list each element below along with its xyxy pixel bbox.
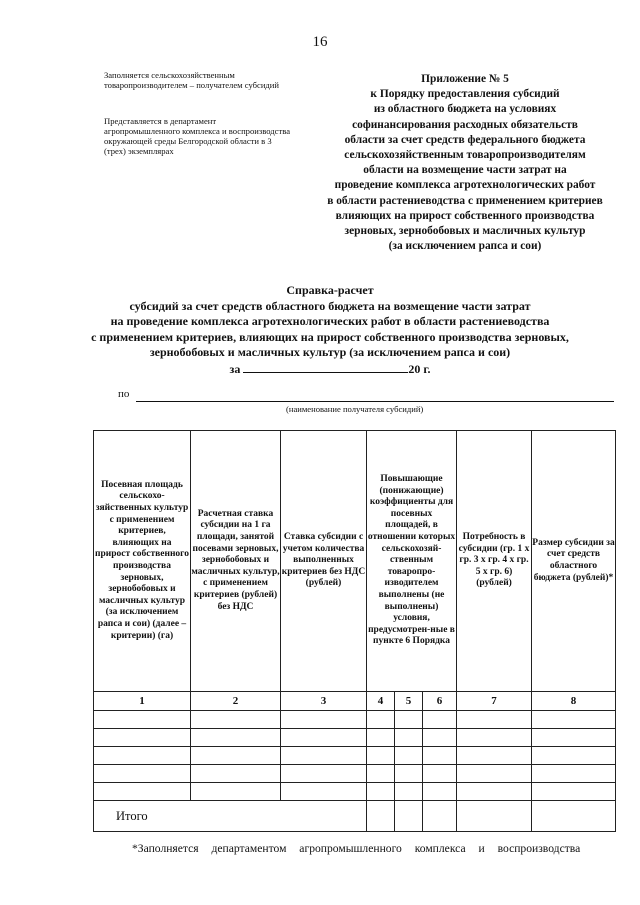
table-row bbox=[94, 711, 616, 729]
recipient-prefix: по bbox=[118, 388, 130, 400]
table-cell[interactable] bbox=[367, 783, 395, 801]
column-number: 2 bbox=[191, 692, 281, 711]
table-cell[interactable] bbox=[94, 765, 191, 783]
recipient-row bbox=[118, 388, 618, 400]
table-cell[interactable] bbox=[281, 747, 367, 765]
appendix-line: из областного бюджета на условиях bbox=[373, 103, 557, 116]
table-cell[interactable] bbox=[457, 747, 532, 765]
header-col-2: Расчетная ставка субсидии на 1 га площади, занятой посевами зерновых, зернобобовых и масличных культур, с применением критериев (рублей) без НДС bbox=[191, 431, 281, 692]
header-col-7: Потребность в субсидии (гр. 1 х гр. 3 х гр. 4 х гр. 5 х гр. 6) (рублей) bbox=[457, 431, 532, 692]
header-col-3: Ставка субсидии с учетом количества выполненных критериев без НДС (рублей) bbox=[281, 431, 367, 692]
table-cell[interactable] bbox=[367, 765, 395, 783]
filled-by-note: Заполняется сельскохозяйственным товаропроизводителем – получателем субсидий bbox=[104, 70, 279, 90]
table-row bbox=[94, 765, 616, 783]
table-cell[interactable] bbox=[423, 729, 457, 747]
recipient-input-line[interactable] bbox=[136, 401, 614, 402]
table-cell[interactable] bbox=[191, 711, 281, 729]
total-row bbox=[94, 801, 616, 832]
recipient-hint: (наименование получателя субсидий) bbox=[286, 404, 424, 414]
table-cell[interactable] bbox=[457, 729, 532, 747]
table-cell[interactable] bbox=[423, 711, 457, 729]
appendix-block bbox=[300, 72, 630, 254]
table-row bbox=[94, 783, 616, 801]
certificate-line: с применением критериев, влияющих на прирост собственного производства зерновых, bbox=[91, 329, 569, 344]
table-cell[interactable] bbox=[191, 765, 281, 783]
table-header-row bbox=[94, 431, 616, 692]
table-cell[interactable] bbox=[532, 765, 616, 783]
table-cell[interactable] bbox=[532, 801, 616, 832]
appendix-line: зерновых, зернобобовых и масличных культур bbox=[344, 225, 586, 238]
page-number: 16 bbox=[312, 34, 328, 50]
appendix-line: в области растениеводства с применением критериев bbox=[327, 194, 603, 207]
appendix-line: софинансирования расходных обязательств bbox=[352, 118, 578, 131]
table-cell[interactable] bbox=[395, 783, 423, 801]
table-cell[interactable] bbox=[532, 729, 616, 747]
appendix-title: Приложение № 5 bbox=[421, 73, 509, 85]
table-cell[interactable] bbox=[395, 711, 423, 729]
table-cell[interactable] bbox=[191, 729, 281, 747]
appendix-line: (за исключением рапса и сои) bbox=[388, 240, 542, 253]
period-row bbox=[40, 361, 620, 378]
certificate-title: Справка-расчет bbox=[286, 283, 374, 297]
appendix-line: к Порядку предоставления субсидий bbox=[370, 88, 560, 101]
table-cell[interactable] bbox=[532, 783, 616, 801]
period-year: 20 г. bbox=[408, 361, 431, 376]
table-cell[interactable] bbox=[281, 729, 367, 747]
column-number: 5 bbox=[395, 692, 423, 711]
table-cell[interactable] bbox=[423, 747, 457, 765]
total-label: Итого bbox=[94, 801, 367, 832]
footnote: *Заполняется департаментом агропромышленного комплекса и воспроизводства bbox=[132, 842, 581, 855]
table-cell[interactable] bbox=[94, 783, 191, 801]
table-cell[interactable] bbox=[457, 783, 532, 801]
column-number: 4 bbox=[367, 692, 395, 711]
table-cell[interactable] bbox=[395, 801, 423, 832]
table-row bbox=[94, 729, 616, 747]
certificate-line: субсидий за счет средств областного бюджета на возмещение части затрат bbox=[129, 298, 531, 313]
table-cell[interactable] bbox=[457, 801, 532, 832]
column-number: 6 bbox=[423, 692, 457, 711]
table-cell[interactable] bbox=[367, 729, 395, 747]
appendix-line: влияющих на прирост собственного производства bbox=[335, 209, 595, 222]
column-number: 8 bbox=[532, 692, 616, 711]
table-cell[interactable] bbox=[395, 747, 423, 765]
submission-note: Представляется в департамент агропромышленного комплекса и воспроизводства окружающей среды Белгородской области в 3 (трех) экземплярах bbox=[104, 116, 291, 156]
column-number: 7 bbox=[457, 692, 532, 711]
table-cell[interactable] bbox=[191, 747, 281, 765]
table-cell[interactable] bbox=[281, 765, 367, 783]
table-cell[interactable] bbox=[94, 729, 191, 747]
table-cell[interactable] bbox=[457, 765, 532, 783]
table-cell[interactable] bbox=[281, 783, 367, 801]
header-col-4-6: Повышающие (понижающие) коэффициенты для посевных площадей, в отношении которых сельскохозяй-ственным товаропро-изводителем выполнены (не выполнены) условия, предусмотрен-ные в пункте 6 Порядка bbox=[367, 431, 457, 692]
table-cell[interactable] bbox=[395, 729, 423, 747]
table-cell[interactable] bbox=[94, 711, 191, 729]
table-cell[interactable] bbox=[532, 711, 616, 729]
table-cell[interactable] bbox=[423, 801, 457, 832]
table-cell[interactable] bbox=[281, 711, 367, 729]
certificate-line: зернобобовых и масличных культур (за исключением рапса и сои) bbox=[149, 345, 511, 360]
period-prefix: за bbox=[229, 361, 241, 376]
table-cell[interactable] bbox=[367, 711, 395, 729]
table-cell[interactable] bbox=[191, 783, 281, 801]
table-cell[interactable] bbox=[423, 765, 457, 783]
certificate-line: на проведение комплекса агротехнологических работ в области растениеводства bbox=[110, 314, 550, 329]
table-cell[interactable] bbox=[367, 801, 395, 832]
table-cell[interactable] bbox=[367, 747, 395, 765]
appendix-line: области за счет средств федерального бюджета bbox=[344, 133, 586, 146]
period-input-line[interactable] bbox=[243, 361, 408, 373]
subsidy-table bbox=[93, 430, 616, 832]
header-col-1: Посевная площадь сельскохо-зяйственных культур с применением критериев, влияющих на прирост собственного производства зерновых, зернобобовых и масличных культур (за исключением рапса и сои) (далее – критерии) (га) bbox=[94, 431, 191, 692]
table-row bbox=[94, 747, 616, 765]
header-col-8: Размер субсидии за счет средств областного бюджета (рублей)* bbox=[532, 431, 616, 692]
table-cell[interactable] bbox=[532, 747, 616, 765]
column-number-row bbox=[94, 692, 616, 711]
table-cell[interactable] bbox=[457, 711, 532, 729]
appendix-line: сельскохозяйственным товаропроизводителям bbox=[344, 149, 586, 162]
column-number: 1 bbox=[94, 692, 191, 711]
certificate-block bbox=[40, 283, 620, 378]
table-cell[interactable] bbox=[423, 783, 457, 801]
table-cell[interactable] bbox=[395, 765, 423, 783]
appendix-line: области на возмещение части затрат на bbox=[363, 164, 567, 177]
appendix-line: проведение комплекса агротехнологических работ bbox=[334, 179, 596, 192]
column-number: 3 bbox=[281, 692, 367, 711]
table-cell[interactable] bbox=[94, 747, 191, 765]
